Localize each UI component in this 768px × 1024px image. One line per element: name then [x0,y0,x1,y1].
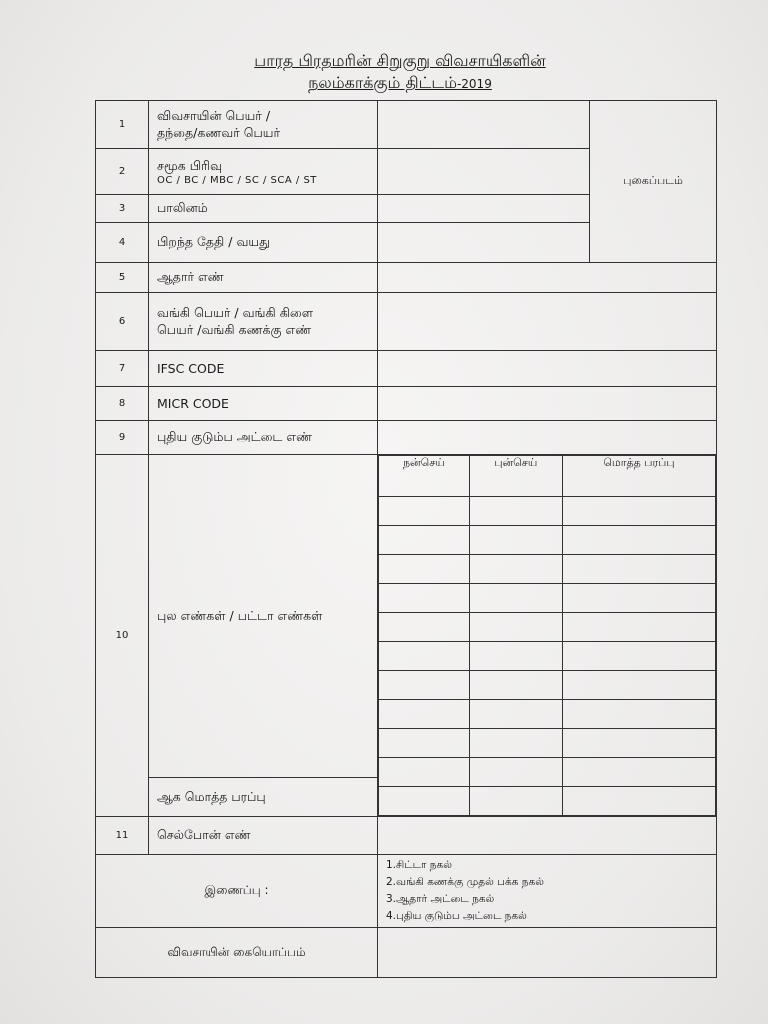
ration-card-label: புதிய குடும்ப அட்டை எண் [149,421,378,455]
wetland-cell[interactable] [379,700,470,729]
form-row-1 [96,101,717,149]
ifsc-label: IFSC CODE [149,351,378,387]
wetland-cell[interactable] [379,758,470,787]
row-number: 10 [96,455,149,817]
land-row [379,758,716,787]
row-label [149,293,378,351]
total-cell[interactable] [562,555,715,584]
land-area-table [378,455,716,816]
form-row-8 [96,387,717,421]
title-line-1: பாரத பிரதமரின் சிறுகுறு விவசாயிகளின் [254,51,546,70]
title-line-2: நலம்காக்கும் திட்டம் [308,73,457,92]
signature-label: விவசாயின் கையொப்பம் [96,928,378,978]
row-number: 11 [96,817,149,855]
bank-account-label: பெயர் /வங்கி கணக்கு எண் [157,321,312,337]
enclosure-item: 4.புதிய குடும்ப அட்டை நகல் [386,910,527,922]
total-cell[interactable] [562,729,715,758]
enclosures-row [96,855,717,928]
land-row [379,555,716,584]
wetland-cell[interactable] [379,671,470,700]
land-row [379,497,716,526]
enclosure-item: 2.வங்கி கணக்கு முதல் பக்க நகல் [386,876,544,888]
row-number: 3 [96,195,149,223]
row-number: 8 [96,387,149,421]
micr-field[interactable] [378,387,717,421]
father-husband-name-label: தந்தை/கணவர் பெயர் [157,124,280,140]
ifsc-field[interactable] [378,351,717,387]
form-row-11 [96,817,717,855]
bank-name-label: வங்கி பெயர் / வங்கி கிளை [157,304,314,320]
dryland-cell[interactable] [469,729,562,758]
row-number: 7 [96,351,149,387]
row-number: 2 [96,149,149,195]
ration-card-field[interactable] [378,421,717,455]
wetland-cell[interactable] [379,526,470,555]
total-cell[interactable] [562,613,715,642]
total-cell[interactable] [562,584,715,613]
photo-label: புகைப்படம் [623,174,683,187]
wetland-cell[interactable] [379,584,470,613]
wetland-cell[interactable] [379,613,470,642]
wetland-cell[interactable] [379,497,470,526]
signature-field[interactable] [378,928,717,978]
enclosure-label: இணைப்பு : [96,855,378,928]
form-row-5 [96,263,717,293]
mobile-number-label: செல்போன் எண் [149,817,378,855]
application-form-table [95,100,717,978]
wetland-cell[interactable] [379,729,470,758]
grand-total-cell[interactable] [562,787,715,816]
total-area-label: ஆக மொத்த பரப்பு [149,778,378,817]
land-row [379,671,716,700]
gender-field[interactable] [378,195,590,223]
total-area-header: மொத்த பரப்பு [562,456,715,497]
dob-age-label: பிறந்த தேதி / வயது [149,223,378,263]
aadhaar-label: ஆதார் எண் [149,263,378,293]
total-cell[interactable] [562,497,715,526]
dryland-cell[interactable] [469,758,562,787]
wetland-total-cell[interactable] [379,787,470,816]
farmer-name-field[interactable] [378,101,590,149]
dryland-cell[interactable] [469,642,562,671]
row-number: 1 [96,101,149,149]
bank-details-field[interactable] [378,293,717,351]
survey-patta-label: புல எண்கள் / பட்டா எண்கள் [149,455,378,778]
land-row [379,584,716,613]
row-number: 4 [96,223,149,263]
farmer-name-label: விவசாயின் பெயர் / [157,107,271,123]
dryland-total-cell[interactable] [469,787,562,816]
aadhaar-field[interactable] [378,263,717,293]
form-title [200,50,600,95]
land-header-row [379,456,716,497]
land-row [379,700,716,729]
total-cell[interactable] [562,526,715,555]
land-row [379,613,716,642]
gender-label: பாலினம் [149,195,378,223]
title-year: -2019 [456,77,492,91]
micr-label: MICR CODE [149,387,378,421]
land-row [379,642,716,671]
mobile-number-field[interactable] [378,817,717,855]
total-cell[interactable] [562,758,715,787]
enclosure-item: 3.ஆதார் அட்டை நகல் [386,893,495,905]
community-field[interactable] [378,149,590,195]
row-label [149,149,378,195]
dryland-cell[interactable] [469,671,562,700]
wetland-cell[interactable] [379,642,470,671]
community-options: OC / BC / MBC / SC / SCA / ST [157,174,317,186]
dob-age-field[interactable] [378,223,590,263]
form-row-7 [96,351,717,387]
land-row [379,526,716,555]
dryland-cell[interactable] [469,497,562,526]
dryland-cell[interactable] [469,555,562,584]
row-label [149,101,378,149]
total-cell[interactable] [562,700,715,729]
wetland-header: நன்செய் [379,456,470,497]
dryland-cell[interactable] [469,526,562,555]
photo-box[interactable] [590,101,717,263]
dryland-cell[interactable] [469,584,562,613]
form-row-10 [96,455,717,778]
dryland-cell[interactable] [469,613,562,642]
row-number: 9 [96,421,149,455]
land-row [379,729,716,758]
wetland-cell[interactable] [379,555,470,584]
total-cell[interactable] [562,671,715,700]
dryland-header: புன்செய் [469,456,562,497]
signature-row [96,928,717,978]
land-details [378,455,717,817]
land-total-row [379,787,716,816]
community-label: சமூக பிரிவு [157,157,223,173]
form-row-6 [96,293,717,351]
enclosure-list [378,855,717,928]
row-number: 5 [96,263,149,293]
dryland-cell[interactable] [469,700,562,729]
form-row-9 [96,421,717,455]
total-cell[interactable] [562,642,715,671]
enclosure-item: 1.சிட்டா நகல் [386,859,452,871]
row-number: 6 [96,293,149,351]
